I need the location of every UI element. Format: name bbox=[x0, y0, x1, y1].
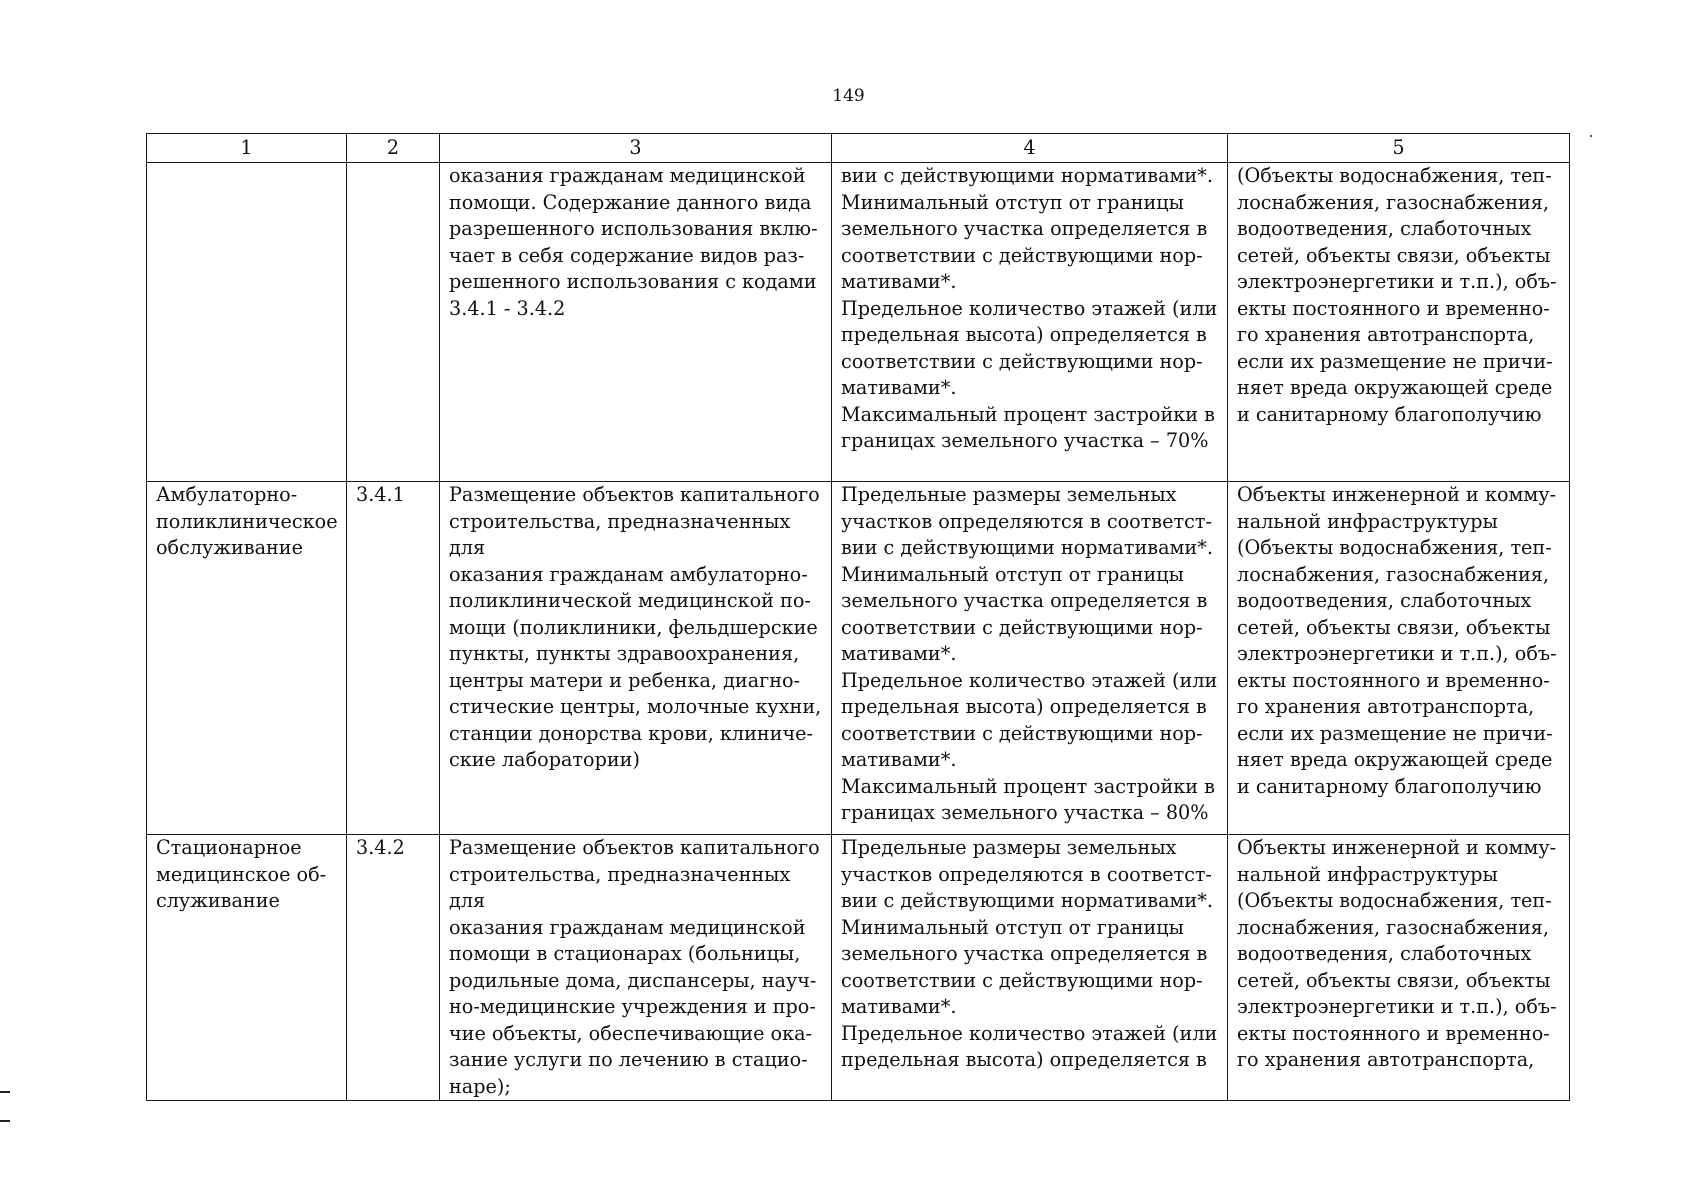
land-use-name-cell: Стационарное медицинское об- служивание bbox=[147, 835, 347, 1101]
column-number-1: 1 bbox=[147, 134, 347, 163]
land-use-code-cell: 3.4.2 bbox=[347, 835, 440, 1101]
land-use-name-cell: Амбулаторно- поликлиническое обслуживание bbox=[147, 482, 347, 835]
table-body bbox=[147, 163, 1570, 1101]
table-row bbox=[147, 835, 1570, 1101]
land-use-code-cell: 3.4.1 bbox=[347, 482, 440, 835]
table-header bbox=[147, 134, 1570, 163]
table-row bbox=[147, 163, 1570, 482]
land-use-parameters-cell: вии с действующими нормативами*. Минимальный отступ от границы земельного участка определяется в соответствии с действующими нор- мативами*. Предельное количество этажей (или предельная высота) определяется в соответствии с действующими нор- мативами*. Максимальный процент застройки в границах земельного участка – 70% bbox=[832, 163, 1228, 482]
auxiliary-uses-cell: (Объекты водоснабжения, теп- лоснабжения, газоснабжения, водоотведения, слаботочных сетей, объекты связи, объекты электроэнергетики и т.п.), объ- екты постоянного и временно- го хранения автотранспорта, если их размещение не причи- няет вреда окружающей среде и санитарному благополучию bbox=[1228, 163, 1570, 482]
land-use-description-cell: Размещение объектов капитального строительства, предназначенных для оказания гражданам медицинской помощи в стационарах (больницы, родильные дома, диспансеры, науч- но-медицинские учреждения и про- чие объекты, обеспечивающие ока- зание услуги по лечению в стацио- наре); bbox=[440, 835, 832, 1101]
land-use-table bbox=[146, 133, 1570, 1101]
land-use-description-cell: оказания гражданам медицинской помощи. Содержание данного вида разрешенного использования вклю- чает в себя содержание видов раз- решенного использования с кодами 3.4.1 - 3.4.2 bbox=[440, 163, 832, 482]
scan-speck bbox=[1590, 135, 1592, 137]
table-row bbox=[147, 482, 1570, 835]
binding-edge-mark bbox=[0, 1091, 10, 1093]
binding-edge-mark bbox=[0, 1120, 10, 1122]
land-use-code-cell bbox=[347, 163, 440, 482]
column-number-3: 3 bbox=[440, 134, 832, 163]
auxiliary-uses-cell: Объекты инженерной и комму- нальной инфраструктуры (Объекты водоснабжения, теп- лоснабжения, газоснабжения, водоотведения, слаботочных сетей, объекты связи, объекты электроэнергетики и т.п.), объ- екты постоянного и временно- го хранения автотранспорта, bbox=[1228, 835, 1570, 1101]
land-use-parameters-cell: Предельные размеры земельных участков определяются в соответст- вии с действующими нормативами*. Минимальный отступ от границы земельного участка определяется в соответствии с действующими нор- мативами*. Предельное количество этажей (или предельная высота) определяется в соответствии с действующими нор- мативами*. Максимальный процент застройки в границах земельного участка – 80% bbox=[832, 482, 1228, 835]
land-use-name-cell bbox=[147, 163, 347, 482]
column-number-5: 5 bbox=[1228, 134, 1570, 163]
land-use-description-cell: Размещение объектов капитального строительства, предназначенных для оказания гражданам амбулаторно- поликлинической медицинской по- мощи (поликлиники, фельдшерские пункты, пункты здравоохранения, центры матери и ребенка, диагно- стические центры, молочные кухни, станции донорства крови, клиниче- ские лаборатории) bbox=[440, 482, 832, 835]
page-number: 149 bbox=[832, 86, 865, 106]
column-number-2: 2 bbox=[347, 134, 440, 163]
header-row bbox=[147, 134, 1570, 163]
land-use-parameters-cell: Предельные размеры земельных участков определяются в соответст- вии с действующими нормативами*. Минимальный отступ от границы земельного участка определяется в соответствии с действующими нор- мативами*. Предельное количество этажей (или предельная высота) определяется в bbox=[832, 835, 1228, 1101]
auxiliary-uses-cell: Объекты инженерной и комму- нальной инфраструктуры (Объекты водоснабжения, теп- лоснабжения, газоснабжения, водоотведения, слаботочных сетей, объекты связи, объекты электроэнергетики и т.п.), объ- екты постоянного и временно- го хранения автотранспорта, если их размещение не причи- няет вреда окружающей среде и санитарному благополучию bbox=[1228, 482, 1570, 835]
column-number-4: 4 bbox=[832, 134, 1228, 163]
